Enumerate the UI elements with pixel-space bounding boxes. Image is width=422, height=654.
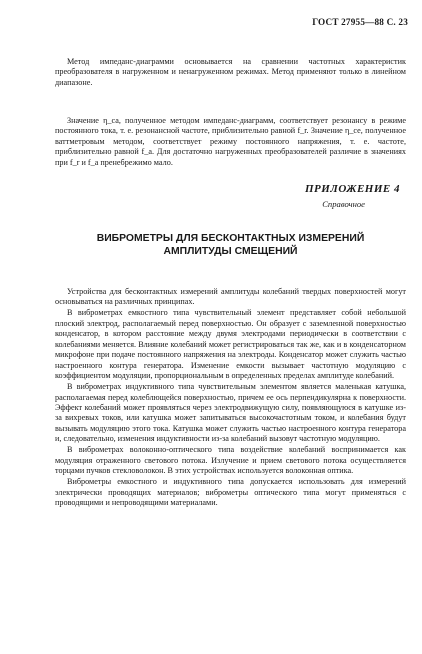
intro-paragraph-1 [55,57,406,88]
section-body [55,287,406,509]
paragraph-text: Значение η_са, полученное методом импеданс-диаграмм, соответствует резонансу в режиме постоянного тока, т. е. резонансной частоте, приблизительно равной f_r. Значение η_се, полученное ваттметровым методом, соответствует режиму постоянного напряжения, т. е. частоте, приблизительно равной f_а. Для достаточно нагруженных преобразователей различие в значениях при f_r и f_а пренебрежимо мало. [55,116,406,167]
section-title [55,233,406,258]
appendix-title: ПРИЛОЖЕНИЕ 4 [304,183,400,195]
page-header: ГОСТ 27955—88 С. 23 [312,17,408,27]
section-title-line-2: АМПЛИТУДЫ СМЕЩЕНИЙ [163,245,298,257]
section-title-line-1: ВИБРОМЕТРЫ ДЛЯ БЕСКОНТАКТНЫХ ИЗМЕРЕНИЙ [96,233,365,244]
body-paragraph: Виброметры емкостного и индуктивного типа допускается использовать для измерений электрически проводящих материалов; виброметры оптического типа могут применяться с проводящими и непроводящими материалами. [55,477,406,508]
intro-paragraph-2 [55,116,406,168]
body-paragraph: В виброметрах волоконно-оптического типа воздействие колебаний воспринимается как модуляция отраженного светового потока. Излучение и прием светового потока осуществляется торцами пучков стекловолокон. В этих устройствах используется волоконная оптика. [55,445,406,476]
paragraph-text: Метод импеданс-диаграмми основывается на сравнении частотных характеристик преобразователя в нагруженном и ненагруженном режимах. Метод применяют только в линейном диапазоне. [55,57,406,87]
body-paragraph: Устройства для бесконтактных измерений амплитуды колебаний твердых поверхностей могут основываться на различных принципах. [55,287,406,307]
appendix-subtitle: Справочное [322,199,365,209]
body-paragraph: В виброметрах емкостного типа чувствительный элемент представляет собой небольшой плоский электрод, располагаемый перед поверхностью. Он образует с заземленной поверхностью конденсатор, в котором расстояние между двумя электродами периодически в соответствии с колебаниями меняется. Влияние колебаний может регистрироваться так же, как и в конденсаторном микрофоне при подаче постоянного напряжения на электроды. Конденсатор может служить частью настроенного контура генератора. Изменение емкости вызывает частотную модуляцию с коэффициентом модуляции, пропорциональным в определенных пределах амплитуде колебаний. [55,308,406,381]
body-paragraph: В виброметрах индуктивного типа чувствительным элементом является маленькая катушка, располагаемая перед колеблющейся поверхностью, причем ее ось перпендикулярна к поверхности. Эффект колебаний может проявляться через электродвижущую силу, появляющуюся в катушке из-за вихревых токов, или катушка может запитываться высокочастотным током, и колебания будут вызывать модуляцию этого тока. Катушка может служить частью настроенного контура генератора и, следовательно, изменения индуктивности из-за колебаний вызовут частотную модуляцию. [55,382,406,444]
